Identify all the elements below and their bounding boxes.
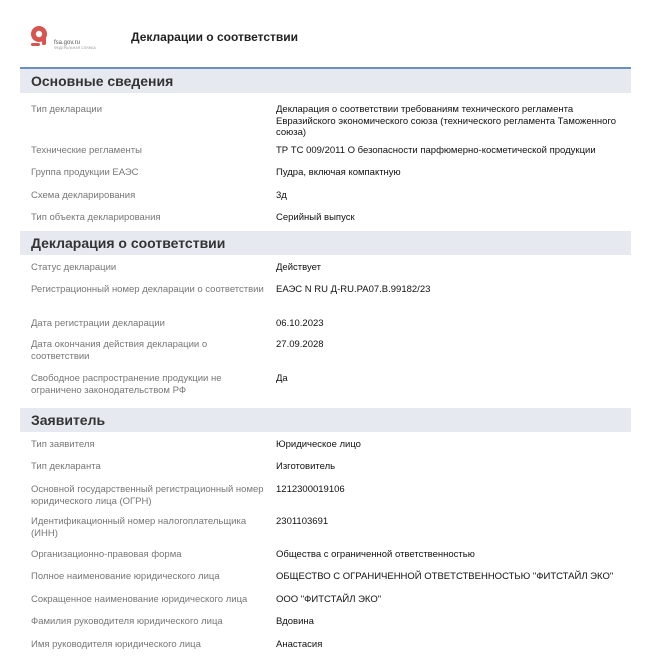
row-label: Тип заявителя	[31, 439, 95, 450]
row-value: 06.10.2023	[276, 318, 324, 329]
row-label: Регистрационный номер декларации о соответствии	[31, 284, 264, 295]
row-value: Анастасия	[276, 639, 323, 650]
row-value: 2301103691	[276, 516, 329, 527]
row-value: 3д	[276, 190, 287, 201]
section-basic-info	[20, 69, 631, 229]
fsa-logo-icon	[29, 25, 49, 47]
row-label: Статус декларации	[31, 262, 117, 273]
row-label: Сокращенное наименование юридического лица	[31, 594, 248, 605]
section-applicant	[20, 408, 631, 657]
row-label: Основной государственный регистрационный номер юридического лица (ОГРН)	[31, 484, 264, 507]
section-title: Заявитель	[20, 408, 631, 432]
row-label: Тип декларанта	[31, 461, 101, 472]
logo-domain[interactable]: fsa.gov.ru	[54, 40, 80, 46]
page-header	[0, 0, 657, 66]
logo-text	[54, 40, 96, 51]
row-value: Изготовитель	[276, 461, 336, 472]
row-value: 27.09.2028	[276, 339, 324, 350]
row-label: Тип декларации	[31, 104, 103, 115]
row-value: Пудра, включая компактную	[276, 167, 401, 178]
section-title: Декларация о соответствии	[20, 231, 631, 255]
section-declaration	[20, 231, 631, 406]
row-value: ТР ТС 009/2011 О безопасности парфюмерно-косметической продукции	[276, 145, 596, 156]
logo-subtitle: ФЕДЕРАЛЬНАЯ СЛУЖБА	[54, 46, 96, 50]
row-value: Декларация о соответствии требованиям технического регламента Евразийского экономического союза (технического регламента Таможенного союза)	[276, 104, 616, 138]
row-label: Группа продукции ЕАЭС	[31, 167, 139, 178]
section-title: Основные сведения	[20, 69, 631, 93]
row-value: Да	[276, 373, 288, 384]
row-value: Юридическое лицо	[276, 439, 361, 450]
row-value: Общества с ограниченной ответственностью	[276, 549, 475, 560]
page-title: Декларации о соответствии	[131, 30, 298, 44]
row-label: Свободное распространение продукции не ограничено законодательством РФ	[31, 373, 222, 396]
row-label: Дата окончания действия декларации о соответствии	[31, 339, 208, 362]
row-label: Полное наименование юридического лица	[31, 571, 220, 582]
row-value: Серийный выпуск	[276, 212, 355, 223]
row-value: Вдовина	[276, 616, 314, 627]
row-label: Фамилия руководителя юридического лица	[31, 616, 223, 627]
row-label: Идентификационный номер налогоплательщика (ИНН)	[31, 516, 247, 539]
row-label: Технические регламенты	[31, 145, 142, 156]
row-label: Тип объекта декларирования	[31, 212, 161, 223]
row-value: 1212300019106	[276, 484, 345, 495]
row-value: ОБЩЕСТВО С ОГРАНИЧЕННОЙ ОТВЕТСТВЕННОСТЬЮ "ФИТСТАЙЛ ЭКО"	[276, 571, 614, 582]
row-label: Дата регистрации декларации	[31, 318, 165, 329]
row-value: Действует	[276, 262, 321, 273]
row-value: ООО "ФИТСТАЙЛ ЭКО"	[276, 594, 382, 605]
row-label: Организационно-правовая форма	[31, 549, 182, 560]
row-label: Имя руководителя юридического лица	[31, 639, 201, 650]
row-label: Схема декларирования	[31, 190, 136, 201]
row-value: ЕАЭС N RU Д-RU.PA07.B.99182/23	[276, 284, 431, 295]
